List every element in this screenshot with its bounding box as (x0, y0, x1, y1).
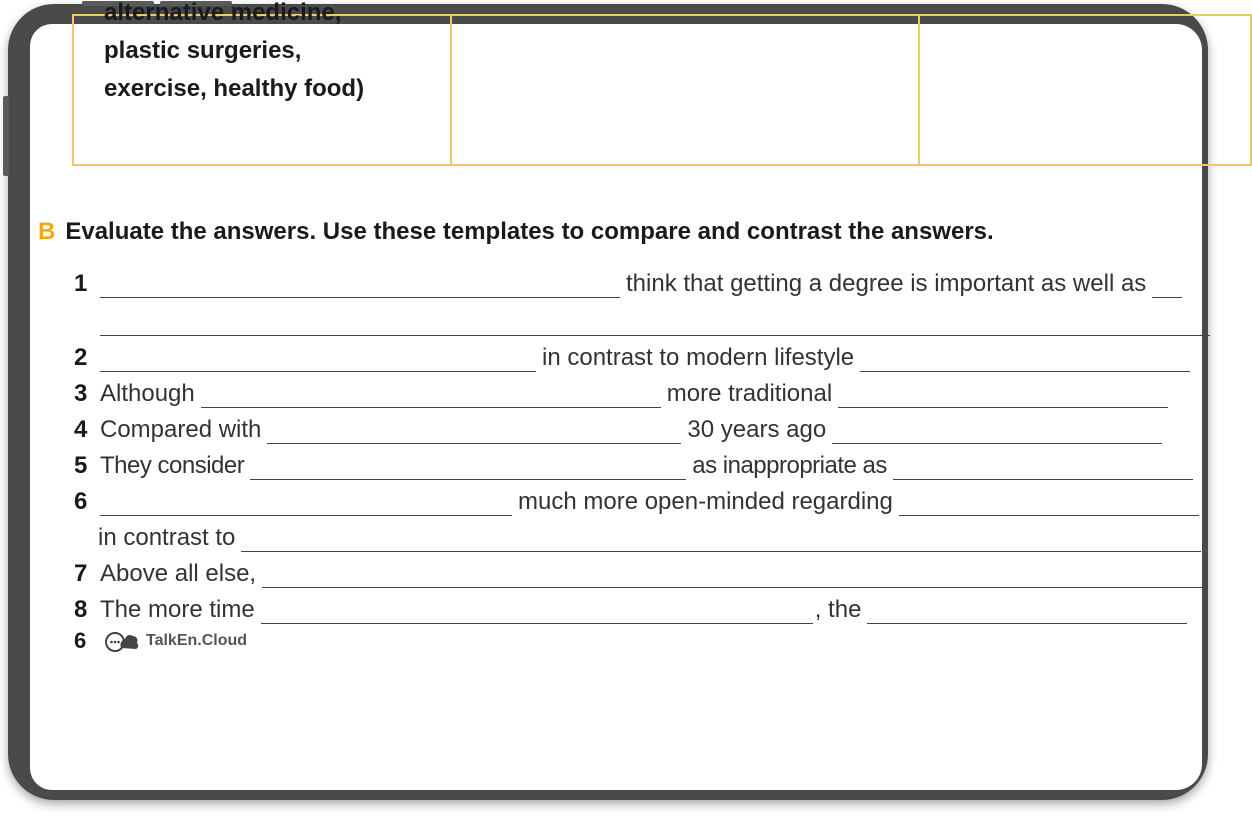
answer-blank[interactable] (100, 311, 1210, 336)
tablet-frame (8, 0, 1208, 800)
screen[interactable] (30, 0, 1202, 790)
item-text: much more open-minded regarding (518, 488, 893, 515)
exercise-item-1 (74, 268, 1182, 298)
page-footer (74, 628, 247, 654)
item-text: Compared with (100, 416, 262, 443)
logo-text: TalkEn.Cloud (146, 632, 248, 649)
exercise-item-5 (74, 450, 1193, 480)
answer-blank[interactable] (899, 491, 1199, 516)
answer-blank[interactable] (893, 455, 1193, 480)
answer-blank[interactable] (100, 347, 536, 372)
answer-blank[interactable] (832, 419, 1162, 444)
exercise-item-6 (74, 486, 1199, 516)
item-number: 8 (74, 596, 88, 623)
item-text: 30 years ago (687, 416, 827, 443)
item-number: 6 (74, 488, 88, 515)
item-number: 2 (74, 344, 88, 371)
exercise-item-6-continuation (98, 522, 1201, 552)
table-cell-text (104, 0, 365, 108)
answer-blank[interactable] (261, 599, 813, 624)
answer-blank[interactable] (100, 273, 620, 298)
answer-blank[interactable] (100, 491, 512, 516)
table-cell-line: plastic surgeries, (104, 37, 302, 64)
item-number: 7 (74, 560, 88, 587)
section-instruction: Evaluate the answers. Use these templates to compare and contrast the answers. (65, 218, 994, 245)
table-cell-line: alternative medicine, (104, 0, 342, 26)
item-number: 1 (74, 270, 88, 297)
item-number: 4 (74, 416, 88, 443)
cloud-chat-icon (104, 629, 140, 653)
answer-blank[interactable] (1152, 273, 1182, 298)
item-text: They consider (100, 452, 245, 479)
answer-blank[interactable] (201, 383, 661, 408)
item-text: think that getting a degree is important as well as (626, 270, 1147, 297)
exercise-item-4 (74, 414, 1162, 444)
table-column-divider (450, 16, 452, 164)
exercise-item-2 (74, 342, 1190, 372)
item-text: Although (100, 380, 195, 407)
item-text: in contrast to modern lifestyle (542, 344, 855, 371)
tablet-side-button (3, 96, 9, 176)
section-letter: B (38, 218, 56, 245)
item-text: The more time (100, 596, 255, 623)
exercise-item-7 (74, 558, 1202, 588)
item-text: as inappropriate as (692, 452, 887, 479)
answer-blank[interactable] (860, 347, 1190, 372)
item-number: 5 (74, 452, 88, 479)
page-number: 6 (74, 628, 87, 653)
exercise-item-8 (74, 594, 1187, 624)
answer-blank[interactable] (838, 383, 1168, 408)
exercise-item-3 (74, 378, 1168, 408)
section-heading (38, 218, 994, 246)
item-text: Above all else, (100, 560, 257, 587)
talken-logo[interactable] (104, 629, 247, 653)
table-cell-line: exercise, healthy food) (104, 75, 365, 102)
item-text: , the (814, 596, 862, 623)
answer-blank[interactable] (267, 419, 681, 444)
answer-blank[interactable] (262, 563, 1202, 588)
answer-table (72, 0, 1252, 166)
answer-blank[interactable] (867, 599, 1187, 624)
item-number: 3 (74, 380, 88, 407)
table-column-divider (918, 16, 920, 164)
answer-blank[interactable] (250, 455, 686, 480)
item-text: more traditional (666, 380, 833, 407)
item-text: in contrast to (98, 524, 236, 551)
answer-blank[interactable] (241, 527, 1201, 552)
exercise-item-1-continuation (100, 306, 1210, 336)
